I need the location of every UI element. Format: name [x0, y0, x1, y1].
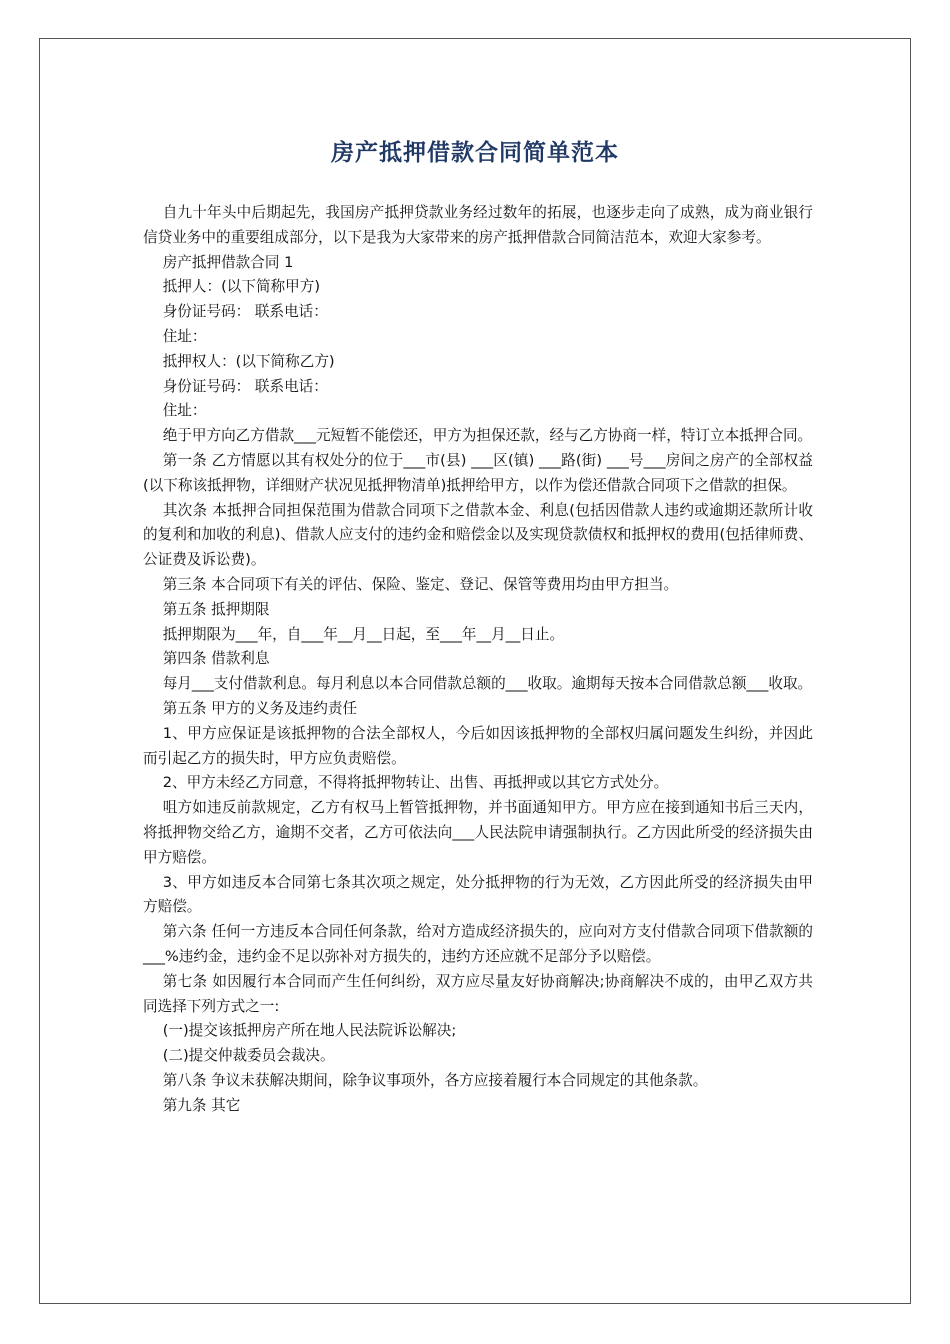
paragraph: 抵押人：(以下简称甲方)	[162, 278, 321, 296]
paragraph: 第九条 其它	[162, 1096, 241, 1114]
paragraph: (二)提交仲裁委员会裁决。	[162, 1047, 335, 1065]
paragraph: 第五条 甲方的义务及违约责任	[162, 699, 358, 717]
paragraph: 咀方如违反前款规定，乙方有权马上暂管抵押物，并书面通知甲方。甲方应在接到通知书后三天内，将抵押物交给乙方，逾期不交者，乙方可依法向___人民法院申请强制执行。乙方因此所受的经济损失由甲方赔偿。	[143, 799, 813, 866]
paragraph: 1、甲方应保证是该抵押物的合法全部权人，今后如因该抵押物的全部权归属问题发生纠纷，并因此而引起乙方的损失时，甲方应负责赔偿。	[143, 724, 813, 767]
paragraph: 第三条 本合同项下有关的评估、保险、鉴定、登记、保管等费用均由甲方担当。	[162, 575, 679, 593]
paragraph: 第七条 如因履行本合同而产生任何纠纷，双方应尽量友好协商解决;协商解决不成的，由甲乙双方共同选择下列方式之一:	[143, 972, 813, 1015]
paragraph: (一)提交该抵押房产所在地人民法院诉讼解决;	[162, 1022, 457, 1040]
document-title: 房产抵押借款合同简单范本	[331, 140, 619, 166]
paragraph: 抵押期限为___年，自___年__月__日起，至___年__月__日止。	[162, 625, 565, 643]
paragraph: 身份证号码： 联系电话：	[162, 377, 328, 395]
document-body	[143, 201, 813, 1118]
paragraph: 第一条 乙方情愿以其有权处分的位于___市(县) ___区(镇) ___路(街) ___号___房间之房产的全部权益(以下称该抵押物，详细财产状况见抵押物清单)抵押给甲方，以作为偿还借款合同项下之借款的担保。	[143, 451, 813, 494]
paragraph: 第四条 借款利息	[162, 650, 270, 668]
paragraph: 第五条 抵押期限	[162, 600, 270, 618]
paragraph: 第八条 争议未获解决期间，除争议事项外，各方应接着履行本合同规定的其他条款。	[162, 1071, 708, 1089]
paragraph: 房产抵押借款合同 1	[162, 253, 294, 271]
paragraph: 住址：	[162, 402, 207, 420]
paragraph: 抵押权人：(以下简称乙方)	[162, 352, 335, 370]
paragraph: 绝于甲方向乙方借款___元短暂不能偿还，甲方为担保还款，经与乙方协商一样，特订立本抵押合同。	[162, 427, 813, 445]
paragraph: 自九十年头中后期起先，我国房产抵押贷款业务经过数年的拓展，也逐步走向了成熟，成为商业银行信贷业务中的重要组成部分，以下是我为大家带来的房产抵押借款合同简洁范本，欢迎大家参考。	[143, 204, 813, 246]
paragraph: 其次条 本抵押合同担保范围为借款合同项下之借款本金、利息(包括因借款人违约或逾期还款所计收的复利和加收的利息)、借款人应支付的违约金和赔偿金以及实现贷款债权和抵押权的费用(包括律师费、公证费及诉讼费)。	[143, 501, 813, 569]
paragraph: 住址：	[162, 327, 207, 345]
paragraph: 每月___支付借款利息。每月利息以本合同借款总额的___收取。逾期每天按本合同借款总额___收取。	[162, 675, 813, 693]
paragraph: 3、甲方如违反本合同第七条其次项之规定，处分抵押物的行为无效，乙方因此所受的经济损失由甲方赔偿。	[143, 873, 813, 916]
paragraph: 第六条 任何一方违反本合同任何条款，给对方造成经济损失的，应向对方支付借款合同项下借款额的___%违约金，违约金不足以弥补对方损失的，违约方还应就不足部分予以赔偿。	[143, 923, 813, 965]
paragraph: 2、甲方未经乙方同意，不得将抵押物转让、出售、再抵押或以其它方式处分。	[162, 774, 669, 792]
paragraph: 身份证号码： 联系电话：	[162, 303, 328, 321]
